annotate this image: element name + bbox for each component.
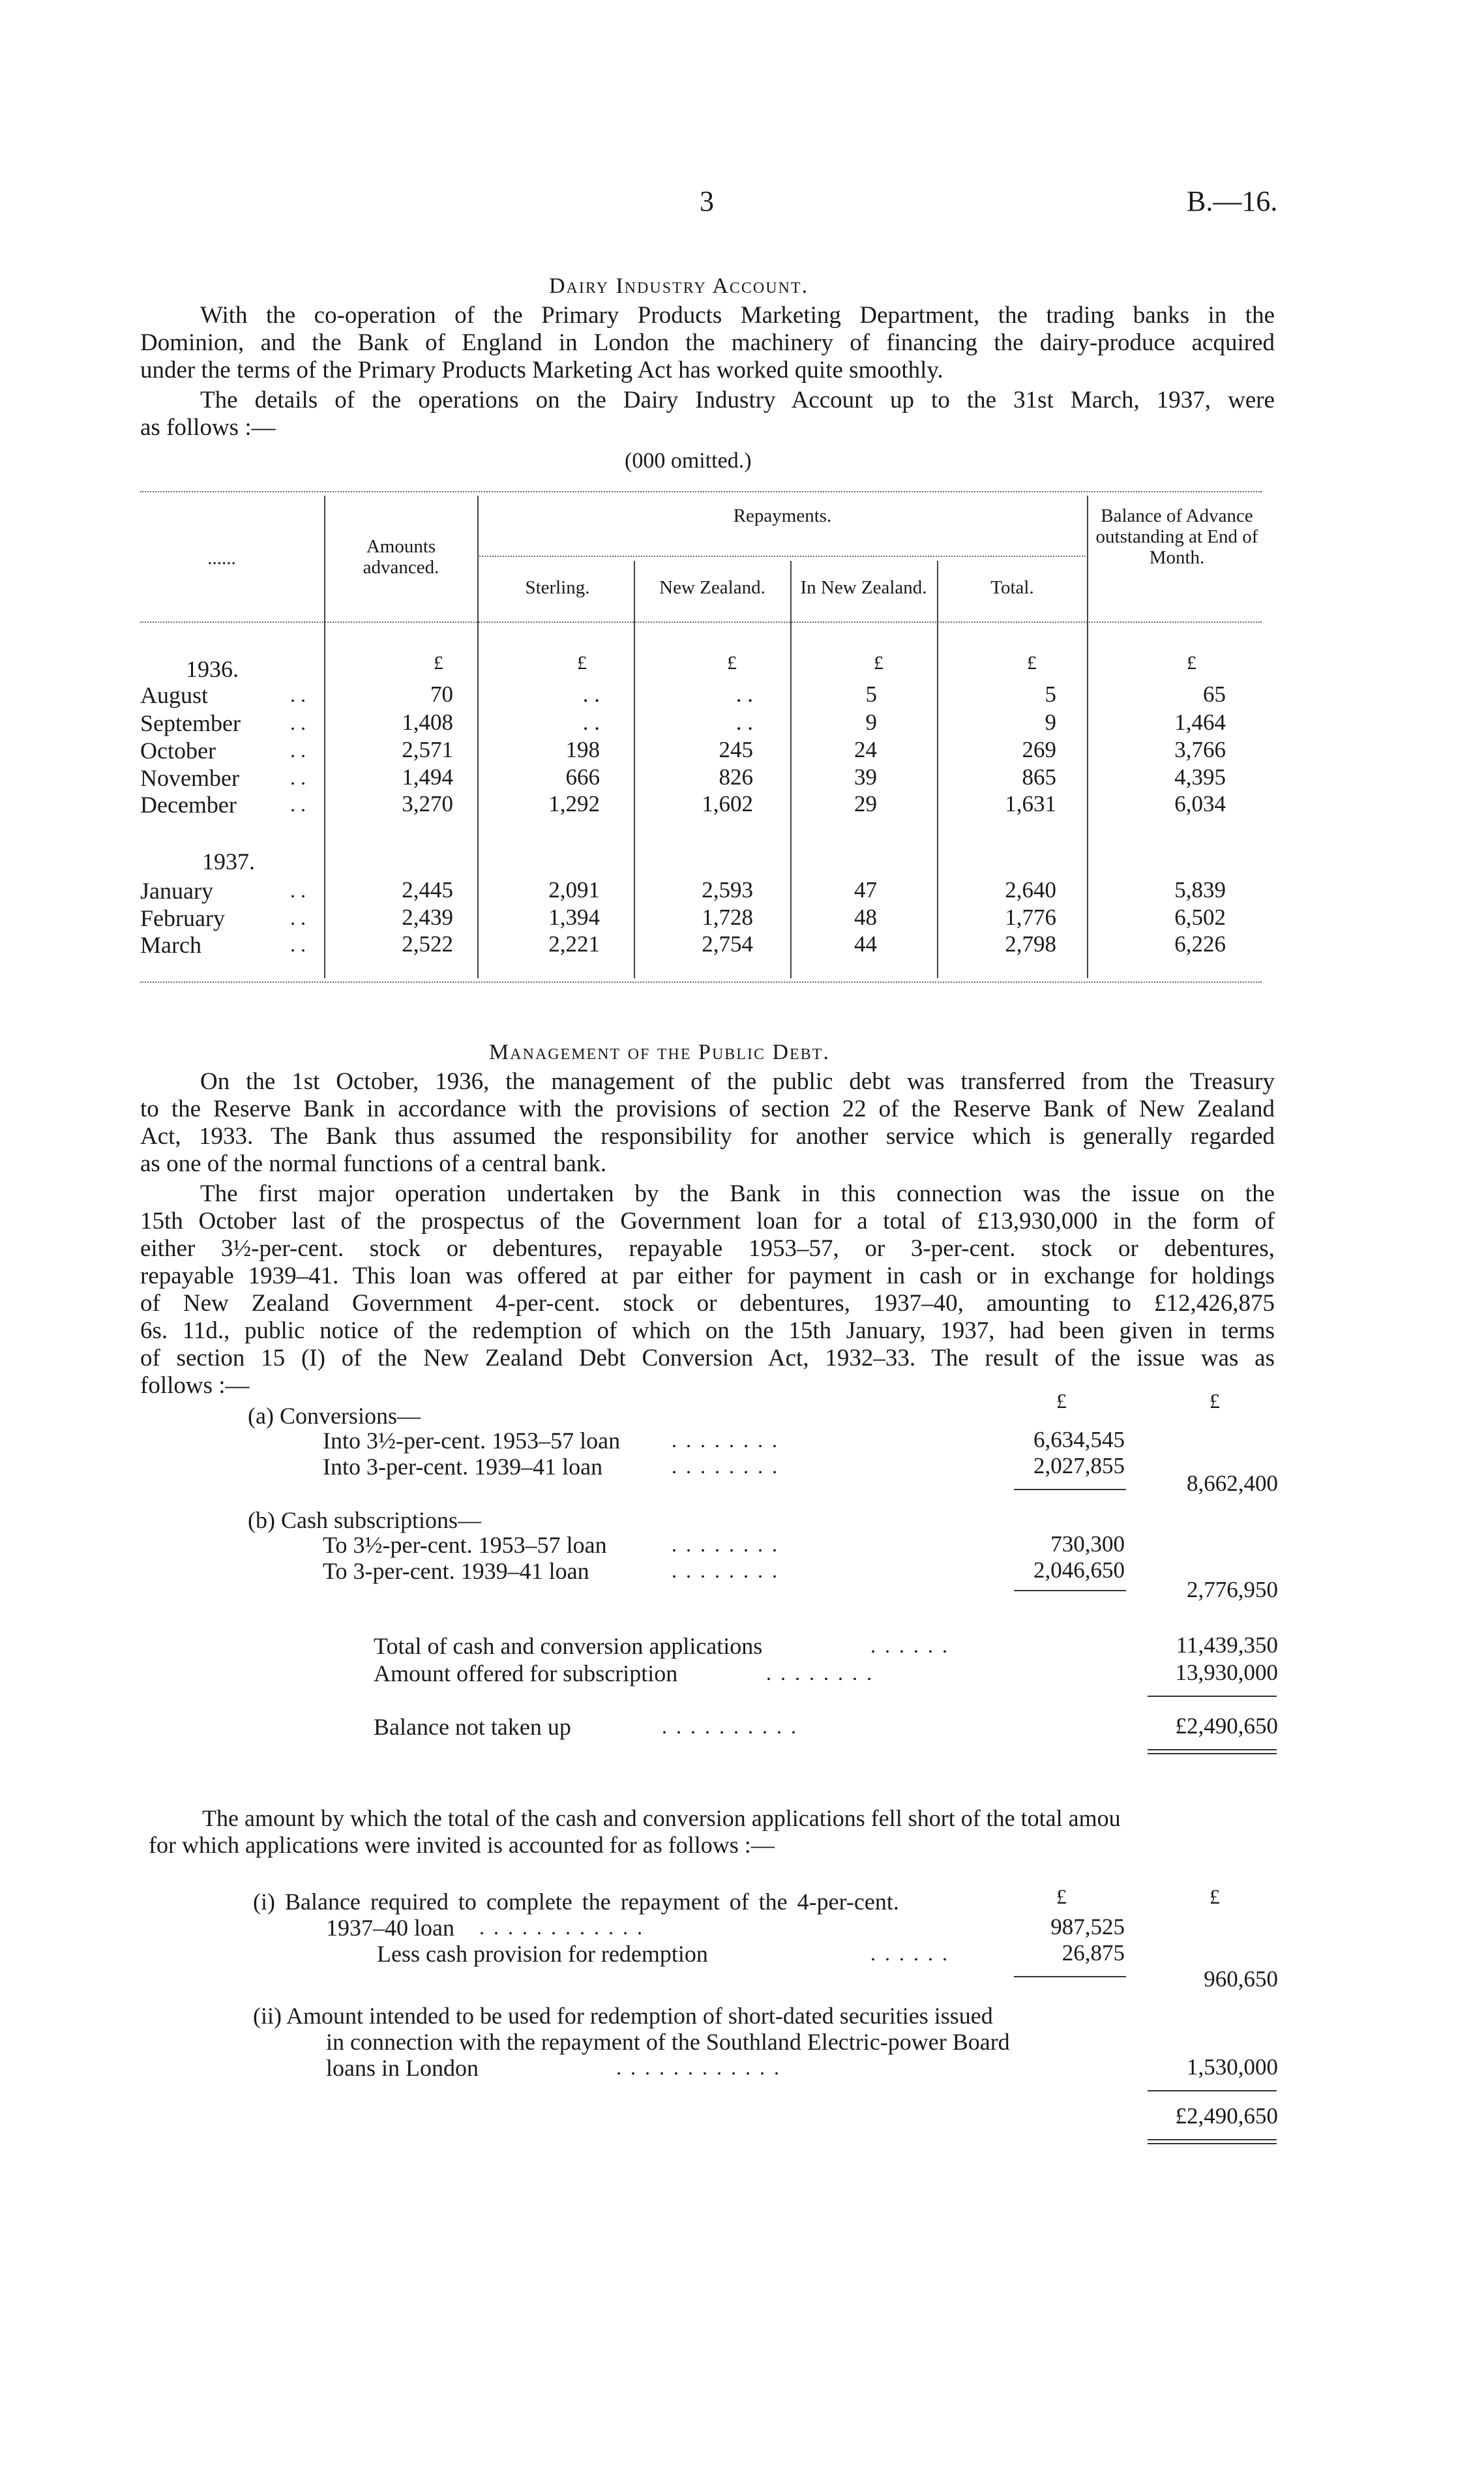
row-cell-balance: 4,395 [1174,764,1226,790]
row-cell-advanced: 70 [430,681,453,707]
header-new-zealand: New Zealand. [659,577,765,598]
item-ii-line: (ii) Amount intended to be used for redemption of short-dated securities issued [253,2003,993,2029]
currency-symbol: £ [727,652,737,674]
item-i-line: 1937–40 loan [326,1915,454,1941]
dairy-paragraph-1 [140,302,1275,384]
row-cell-in-new-zealand: 44 [854,931,877,957]
row-cell-sterling: . . [582,710,600,735]
total-applications-amount: 11,439,350 [1176,1632,1278,1658]
text-line: With the co-operation of the Primary Products Marketing Department, the trading banks in the [200,302,1275,329]
balance-not-taken-label: Balance not taken up [374,1714,571,1740]
row-cell-advanced: 1,494 [402,764,453,790]
row-month: December [140,792,237,818]
row-month: March [140,932,201,958]
subtotal-rule [1148,2090,1277,2091]
dot-leader: . . . . . . . . . . [662,1715,798,1738]
text-line: either 3½-per-cent. stock or debentures, repayable 1953–57, or 3-per-cent. stock or debentures, [140,1235,1275,1262]
row-leader: . . [290,933,306,956]
pound-header: £ [1056,1389,1067,1413]
dot-leader: . . . . . . . . [672,1559,779,1582]
conversion-item-label: Into 3-per-cent. 1939–41 loan [323,1454,603,1480]
row-cell-in-new-zealand: 48 [854,905,877,930]
dot-leader: . . . . . . . . . . . . [479,1915,644,1939]
pound-header: £ [1056,1885,1067,1908]
item-ii-line: in connection with the repayment of the Southland Electric-power Board [326,2029,1010,2055]
row-cell-total: 269 [1022,737,1056,762]
subtotal-rule [1014,1976,1126,1977]
year-label: 1936. [186,656,239,682]
row-cell-in-new-zealand: 24 [854,737,877,762]
header-sterling: Sterling. [525,577,590,598]
pound-header: £ [1209,1389,1220,1413]
row-cell-advanced: 1,408 [402,710,453,735]
text-line: On the 1st October, 1936, the management of the public debt was transferred from the Treasury [200,1068,1275,1095]
shortfall-text-line: for which applications were invited is accounted for as follows :— [149,1832,775,1858]
row-cell-new-zealand: 2,593 [702,877,753,903]
dairy-section-title: Dairy Industry Account. [549,274,809,298]
cash-item-label: To 3½-per-cent. 1953–57 loan [323,1532,607,1558]
debt-paragraph-2 [140,1180,1275,1400]
table-bottom-rule [140,981,1262,983]
cash-item-amount: 2,046,650 [1033,1557,1125,1583]
currency-symbol: £ [1027,652,1037,674]
row-cell-sterling: 198 [565,737,600,762]
text-line: as follows :— [140,414,276,441]
cash-subscriptions-label: (b) Cash subscriptions— [248,1507,481,1533]
row-cell-sterling: 666 [565,764,600,790]
row-cell-new-zealand: 2,754 [702,931,753,957]
row-cell-advanced: 2,445 [402,877,453,903]
total-applications-label: Total of cash and conversion applications [374,1633,763,1659]
header-amounts-advanced: Amounts advanced. [363,536,439,578]
row-cell-balance: 65 [1203,681,1226,707]
dot-leader: . . . . . . [870,1941,949,1965]
column-divider [1087,496,1088,978]
row-leader: . . [290,683,306,706]
item-i-amount: 987,525 [1050,1914,1125,1939]
text-line: repayable 1939–41. This loan was offered at par either for payment in cash or in exchange for holdings [140,1263,1275,1289]
currency-symbol: £ [577,652,587,674]
row-cell-in-new-zealand: 9 [865,710,877,735]
grand-total: £2,490,650 [1175,2103,1278,2129]
row-cell-advanced: 3,270 [402,791,453,816]
row-cell-total: 865 [1022,764,1056,790]
amount-offered-label: Amount offered for subscription [374,1660,678,1686]
double-rule [1148,2139,1277,2144]
row-cell-total: 1,776 [1005,905,1056,930]
row-month: January [140,878,213,904]
row-cell-sterling: 2,091 [548,877,600,903]
row-cell-in-new-zealand: 5 [865,681,877,707]
text-line: of section 15 (I) of the New Zealand Debt Conversion Act, 1932–33. The result of the issue was as [140,1345,1275,1371]
dot-leader: . . . . . . . . [766,1661,874,1685]
row-leader: . . [290,878,306,902]
row-cell-total: 1,631 [1005,791,1056,816]
row-cell-new-zealand: 245 [719,737,753,762]
year-label: 1937. [202,848,255,875]
conversion-item-amount: 2,027,855 [1033,1453,1125,1478]
row-cell-new-zealand: 1,728 [702,905,753,930]
row-cell-advanced: 2,439 [402,905,453,930]
row-month: November [140,765,239,791]
row-month: September [140,710,241,736]
text-line: as one of the normal functions of a central bank. [140,1150,607,1177]
dot-leader: . . . . . . . . [672,1533,779,1556]
row-cell-new-zealand: 1,602 [702,791,753,816]
header-balance: Balance of Advance outstanding at End of Month. [1095,505,1258,568]
dot-leader: . . . . . . . . . . . . [616,2056,781,2079]
text-line: Dominion, and the Bank of England in London the machinery of financing the dairy-produce acquired [140,329,1275,356]
row-month: February [140,905,225,931]
row-leader: . . [290,711,306,734]
row-cell-balance: 3,766 [1174,737,1226,762]
debt-paragraph-1 [140,1068,1275,1178]
header-total: Total. [990,577,1034,598]
repayments-rule [479,556,1086,557]
table-top-rule [140,491,1262,492]
page-reference: B.—16. [1187,185,1278,217]
row-cell-new-zealand: 826 [719,764,753,790]
text-line: Act, 1933. The Bank thus assumed the responsibility for another service which is generally regarded [140,1123,1275,1150]
conversion-item-amount: 6,634,545 [1033,1427,1125,1452]
header-in-new-zealand: In New Zealand. [800,577,927,598]
row-leader: . . [290,766,306,789]
header-blank: ...... [207,548,236,569]
row-cell-balance: 6,502 [1174,905,1226,930]
row-cell-balance: 1,464 [1174,710,1226,735]
conversions-label: (a) Conversions— [248,1403,421,1429]
currency-symbol: £ [1187,652,1196,674]
row-cell-new-zealand: . . [735,681,753,707]
item-i-amount: 26,875 [1061,1940,1125,1966]
text-line: to the Reserve Bank in accordance with the provisions of section 22 of the Reserve Bank of New Zealand [140,1096,1275,1122]
row-cell-total: 9 [1045,710,1056,735]
conversion-item-label: Into 3½-per-cent. 1953–57 loan [323,1428,621,1454]
dot-leader: . . . . . . . . [672,1454,779,1478]
text-line: 15th October last of the prospectus of the Government loan for a total of £13,930,000 in the form of [140,1208,1275,1235]
subtotal-rule [1014,1590,1126,1591]
pound-header: £ [1209,1885,1220,1908]
currency-symbol: £ [874,652,883,674]
header-repayments: Repayments. [733,505,832,526]
text-line: The first major operation undertaken by the Bank in this connection was the issue on the [200,1180,1275,1207]
row-month: August [140,682,209,708]
conversions-subtotal: 8,662,400 [1187,1471,1278,1496]
row-cell-sterling: . . [582,681,600,707]
table-header-rule [140,621,1262,623]
balance-not-taken-amount: £2,490,650 [1175,1713,1278,1739]
debt-section-title: Management of the Public Debt. [489,1040,830,1064]
shortfall-text-line: The amount by which the total of the cash and conversion applications fell short of the total amou [202,1805,1121,1831]
double-rule [1148,1749,1277,1754]
item-ii-line: loans in London [326,2055,479,2081]
row-leader: . . [290,906,306,929]
cash-item-label: To 3-per-cent. 1939–41 loan [323,1558,589,1584]
row-leader: . . [290,738,306,762]
row-cell-new-zealand: . . [735,710,753,735]
text-line: 6s. 11d., public notice of the redemption of which on the 15th January, 1937, had been given in terms [140,1317,1275,1344]
cash-subtotal: 2,776,950 [1187,1577,1278,1602]
row-cell-sterling: 1,394 [548,905,600,930]
row-cell-in-new-zealand: 47 [854,877,877,903]
text-line: follows :— [140,1372,250,1399]
cash-item-amount: 730,300 [1050,1531,1125,1557]
item-i-net: 960,650 [1204,1966,1278,1992]
row-cell-advanced: 2,571 [402,737,453,762]
text-line: under the terms of the Primary Products Marketing Act has worked quite smoothly. [140,357,943,383]
amount-offered-amount: 13,930,000 [1175,1660,1278,1685]
dot-leader: . . . . . . . . [672,1428,779,1452]
row-cell-balance: 6,226 [1174,931,1226,957]
row-month: October [140,738,216,764]
row-leader: . . [290,792,306,816]
row-cell-balance: 5,839 [1174,877,1226,903]
page-number: 3 [700,185,714,217]
row-cell-in-new-zealand: 39 [854,764,877,790]
row-cell-sterling: 1,292 [548,791,600,816]
text-line: of New Zealand Government 4-per-cent. stock or debentures, 1937–40, amounting to £12,426,875 [140,1290,1275,1317]
item-i-line: (i) Balance required to complete the repayment of the 4-per-cent. [253,1889,899,1915]
item-ii-amount: 1,530,000 [1187,2054,1278,2080]
dot-leader: . . . . . . [870,1634,949,1657]
row-cell-balance: 6,034 [1174,791,1226,816]
row-cell-total: 5 [1045,681,1056,707]
dairy-paragraph-2 [140,387,1275,442]
subtotal-rule [1148,1696,1277,1697]
row-cell-total: 2,798 [1005,931,1056,957]
subtotal-rule [1014,1489,1126,1490]
row-cell-total: 2,640 [1005,877,1056,903]
row-cell-advanced: 2,522 [402,931,453,957]
omitted-note: (000 omitted.) [625,449,752,473]
item-i-line: Less cash provision for redemption [377,1941,708,1967]
currency-symbol: £ [434,652,443,674]
row-cell-sterling: 2,221 [548,931,600,957]
row-cell-in-new-zealand: 29 [854,791,877,816]
text-line: The details of the operations on the Dairy Industry Account up to the 31st March, 1937, were [200,387,1275,413]
